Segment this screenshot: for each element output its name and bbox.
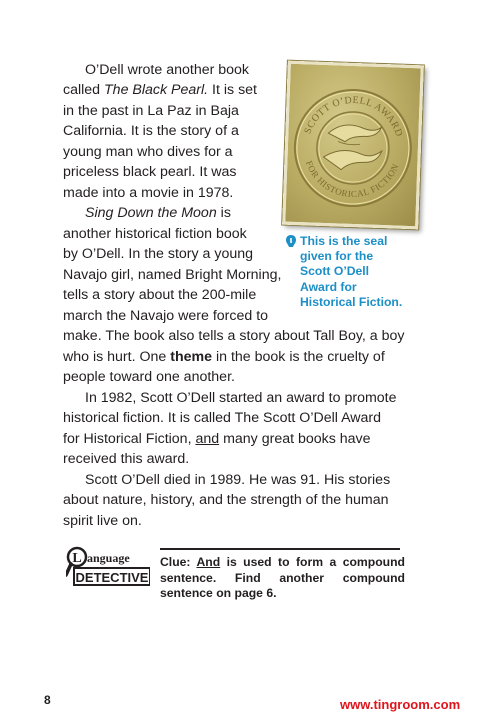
- book-title: Sing Down the Moon: [85, 205, 217, 221]
- body-line: Sing Down the Moon is: [85, 205, 231, 221]
- body-line: in the past in La Paz in Baja: [63, 103, 239, 119]
- caption-line: Historical Fiction.: [300, 294, 403, 309]
- book-title: The Black Pearl.: [104, 82, 209, 98]
- logo-word: DETECTIVE: [75, 570, 149, 585]
- seal-caption: [300, 234, 430, 310]
- body-line: Navajo girl, named Bright Morning,: [63, 267, 282, 283]
- vocab-word: theme: [170, 349, 213, 365]
- body-line: for Historical Fiction, and many great books have: [63, 431, 371, 447]
- body-line: people toward one another.: [63, 369, 235, 385]
- body-line: march the Navajo were forced to: [63, 308, 269, 324]
- body-line: who is hurt. One theme in the book is the cruelty of: [63, 349, 385, 365]
- logo-letter: L: [72, 551, 82, 566]
- seal-ring-top: SCOTT O’DELL AWARD: [302, 94, 405, 139]
- body-line: make. The book also tells a story about Tall Boy, a boy: [63, 328, 405, 344]
- logo-word: anguage: [87, 551, 130, 565]
- divider: [160, 548, 400, 550]
- watermark-link[interactable]: www.tingroom.com: [340, 697, 461, 712]
- body-line: made into a movie in 1978.: [63, 185, 234, 201]
- body-line: tells a story about the 200-mile: [63, 287, 257, 303]
- clue-text: Clue: And is used to form a compound sentence. Find another compound sentence on page 6.: [160, 555, 405, 601]
- award-seal-photo: [282, 61, 424, 230]
- caption-line: This is the seal: [300, 234, 388, 248]
- language-detective-logo: [66, 545, 150, 587]
- body-line: O’Dell wrote another book: [85, 62, 250, 78]
- page-number: 8: [44, 693, 51, 707]
- body-line: priceless black pearl. It was: [63, 164, 237, 180]
- body-line: called The Black Pearl. It is set: [63, 82, 257, 98]
- body-line: another historical fiction book: [63, 226, 247, 242]
- clue-word: And: [196, 555, 221, 569]
- body-line: about nature, history, and the strength of the human: [63, 492, 389, 508]
- caption-line: Scott O’Dell: [300, 264, 370, 279]
- clue-label: Clue:: [160, 555, 191, 569]
- body-line: young man who dives for a: [63, 144, 233, 160]
- info-icon: [286, 235, 296, 247]
- body-line: In 1982, Scott O’Dell started an award to promote: [85, 390, 397, 406]
- body-line: historical fiction. It is called The Scott O’Dell Award: [63, 410, 382, 426]
- body-line: California. It is the story of a: [63, 123, 239, 139]
- body-line: received this award.: [63, 451, 190, 467]
- seal-graphic: [285, 64, 420, 226]
- seal-ring-bottom: FOR HISTORICAL FICTION: [304, 159, 401, 200]
- body-line: spirit live on.: [63, 513, 142, 529]
- body-line: by O’Dell. In the story a young: [63, 246, 254, 262]
- body-line: Scott O’Dell died in 1989. He was 91. His stories: [85, 472, 391, 488]
- underlined-word: and: [195, 431, 220, 447]
- caption-line: given for the: [300, 249, 374, 264]
- caption-line: Award for: [300, 279, 357, 294]
